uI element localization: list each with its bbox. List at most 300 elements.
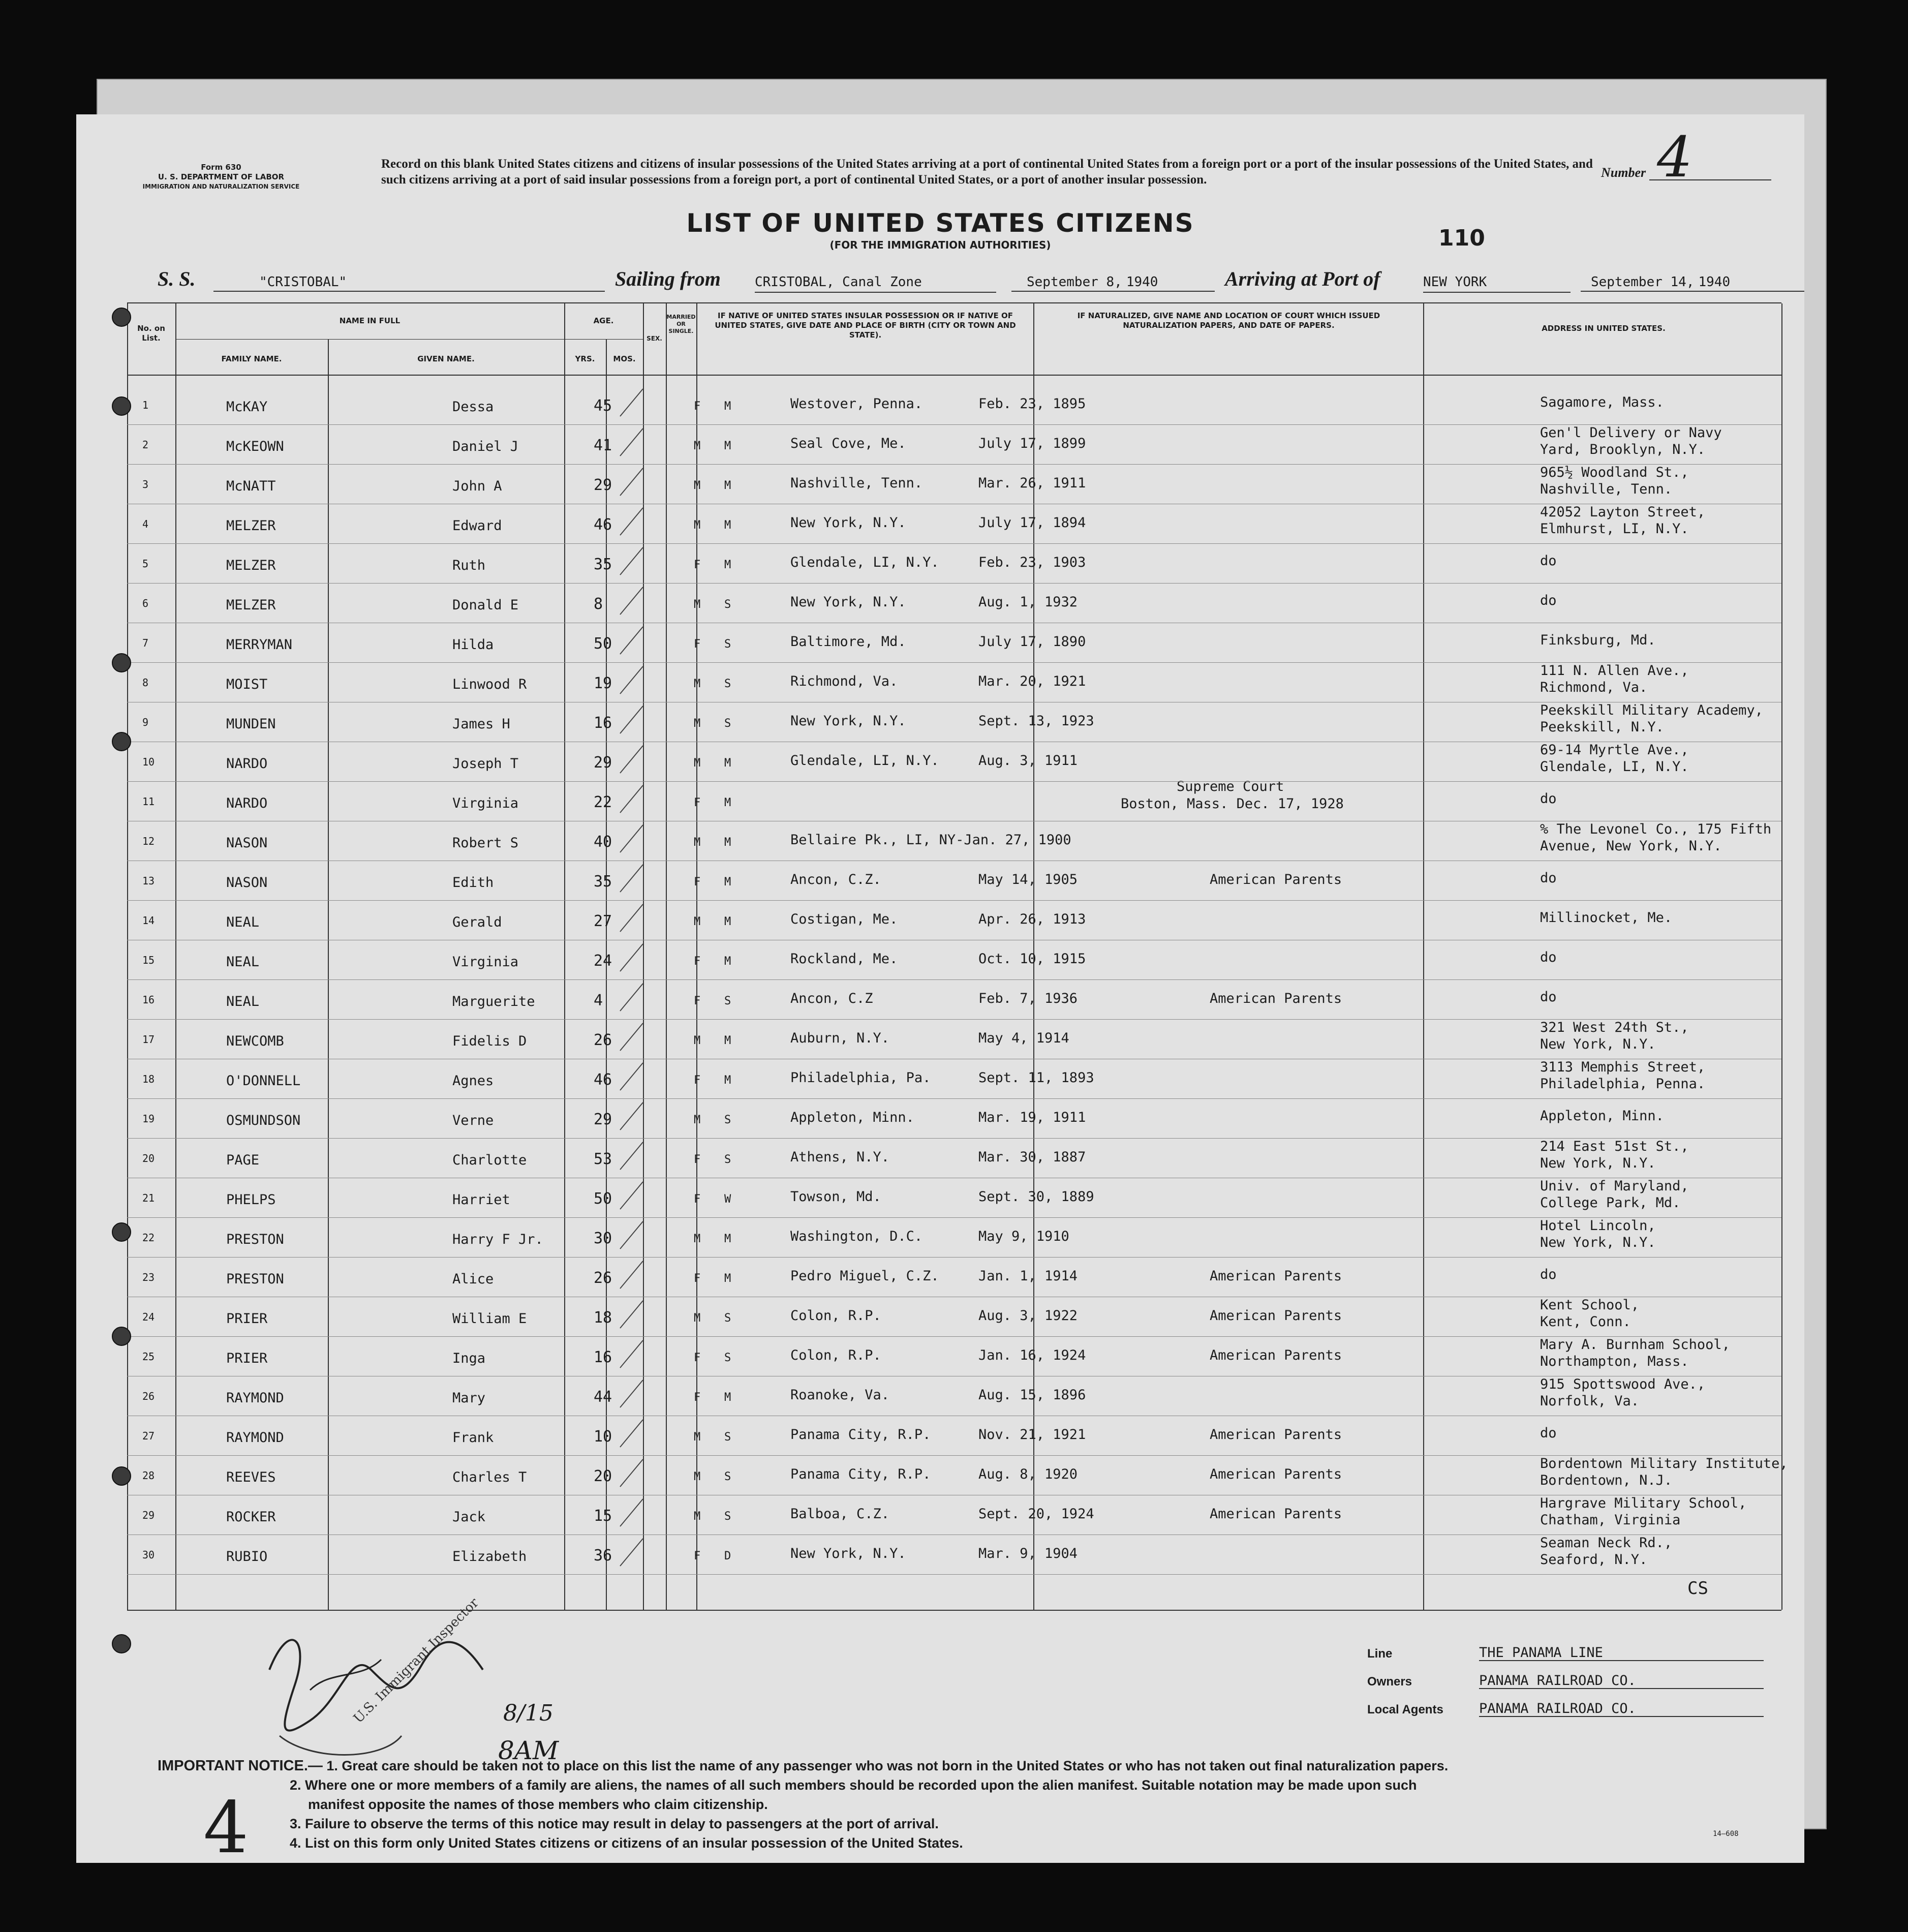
age-years: 41 <box>594 437 612 454</box>
arrival-date <box>1581 274 1804 292</box>
marital-status: M <box>724 796 731 809</box>
tick-mark-icon <box>615 979 651 1015</box>
marital-status: M <box>724 955 731 968</box>
important-notice <box>158 1756 1774 1853</box>
address-line-1: Hotel Lincoln, <box>1540 1218 1656 1234</box>
address-line-2: Chatham, Virginia <box>1540 1512 1681 1528</box>
sex: F <box>694 1193 701 1206</box>
tick-mark-icon <box>615 1535 651 1570</box>
naturalization: American Parents <box>1210 991 1342 1006</box>
address-line-1: Seaman Neck Rd., <box>1540 1535 1673 1551</box>
address-line-1: Hargrave Military School, <box>1540 1495 1747 1511</box>
birth-date: Feb. 7, 1936 <box>978 991 1078 1006</box>
birth-place: Pedro Miguel, C.Z. <box>790 1268 939 1284</box>
address-line-1: 69-14 Myrtle Ave., <box>1540 742 1689 758</box>
notice-label: IMPORTANT NOTICE.— <box>158 1758 323 1774</box>
sex: F <box>694 638 701 651</box>
marital-status: M <box>724 1391 731 1404</box>
tick-mark-icon <box>615 1495 651 1530</box>
address-line-2: Bordentown, N.J. <box>1540 1473 1673 1488</box>
age-years: 45 <box>594 397 612 415</box>
age-years: 53 <box>594 1150 612 1168</box>
sex: F <box>694 559 701 571</box>
notice-1 <box>158 1756 1774 1775</box>
tick-mark-icon <box>615 821 651 856</box>
row-number: 11 <box>142 795 155 808</box>
binder-hole <box>112 732 131 751</box>
sex: F <box>694 1153 701 1166</box>
marital-status: D <box>724 1550 731 1562</box>
table-row <box>127 1376 1781 1416</box>
birth-date: Sept. 13, 1923 <box>978 713 1094 729</box>
table-row <box>127 1336 1781 1376</box>
row-number: 24 <box>142 1311 155 1323</box>
birth-place: Glendale, LI, N.Y. <box>790 555 939 570</box>
birth-date: July 17, 1890 <box>978 634 1086 650</box>
naturalization: American Parents <box>1210 872 1342 887</box>
address-line-1: Peekskill Military Academy, <box>1540 702 1763 718</box>
binder-hole <box>112 308 131 327</box>
address-line-1: do <box>1540 1267 1557 1282</box>
sex: M <box>694 678 701 690</box>
address <box>1540 821 1771 854</box>
birth-place: Ancon, C.Z. <box>790 872 881 887</box>
address <box>1540 424 1722 458</box>
given-name: Elizabeth <box>452 1549 527 1565</box>
address-line-1: do <box>1540 593 1557 608</box>
table-row <box>127 623 1781 662</box>
col-naturalized: IF NATURALIZED, GIVE NAME AND LOCATION OF COURT WHICH ISSUED NATURALIZATION PAPERS, AND DATE OF PAPERS. <box>1077 311 1380 330</box>
age-years: 26 <box>594 1031 612 1049</box>
binder-hole <box>112 1327 131 1346</box>
given-name: John A <box>452 478 502 494</box>
address <box>1540 1336 1730 1370</box>
sex: F <box>694 876 701 888</box>
marital-status: S <box>724 1510 731 1523</box>
age-years: 50 <box>594 635 612 653</box>
sex: F <box>694 1272 701 1285</box>
address <box>1540 662 1689 696</box>
marital-status: S <box>724 598 731 611</box>
age-years: 27 <box>594 912 612 930</box>
birth-place: Towson, Md. <box>790 1189 881 1205</box>
age-years: 36 <box>594 1547 612 1565</box>
address-line-1: do <box>1540 989 1557 1005</box>
marital-status: S <box>724 1153 731 1166</box>
marital-status: S <box>724 1312 731 1325</box>
table-row <box>127 464 1781 504</box>
sailing-date-text: September 8, <box>1027 274 1122 290</box>
given-name: Mary <box>452 1390 486 1406</box>
naturalization: American Parents <box>1210 1347 1342 1363</box>
address-line-1: 965½ Woodland St., <box>1540 465 1689 480</box>
table-row <box>127 1455 1788 1495</box>
age-years: 46 <box>594 516 612 534</box>
address-line-1: 214 East 51st St., <box>1540 1139 1689 1154</box>
tick-mark-icon <box>615 543 651 579</box>
sailing-label: Sailing from <box>615 267 721 290</box>
col-family-name: FAMILY NAME. <box>221 354 282 363</box>
instructions-text: Record on this blank United States citizens and citizens of insular possessions of the United States arriving at a port of continental United States from a foreign port or a port of the insular possessions of the United States, and such citizens arriving at a port of said insular possessions from a foreign port, a port of continental United States, or a port of another insular possession. <box>381 157 1593 187</box>
inspector-stamp: U.S. Immigrant Inspector <box>351 1595 482 1727</box>
marital-status: S <box>724 995 731 1007</box>
col-married: MARRIED OR SINGLE. <box>666 314 696 334</box>
page-title: LIST OF UNITED STATES CITIZENS <box>686 208 1194 238</box>
marital-status: M <box>724 1034 731 1047</box>
given-name: Frank <box>452 1430 494 1446</box>
address-line-2: New York, N.Y. <box>1540 1036 1656 1052</box>
sex: F <box>694 995 701 1007</box>
birth-place: New York, N.Y. <box>790 1546 906 1561</box>
marital-status: M <box>724 1272 731 1285</box>
arrival-year: 1940 <box>1698 274 1731 290</box>
family-name: NEWCOMB <box>226 1033 284 1049</box>
marital-status: S <box>724 1431 731 1444</box>
birth-date: July 17, 1894 <box>978 515 1086 531</box>
row-number: 20 <box>142 1152 155 1164</box>
tick-mark-icon <box>615 1297 651 1332</box>
birth-date: Feb. 23, 1895 <box>978 396 1086 412</box>
birth-date: Apr. 26, 1913 <box>978 911 1086 927</box>
given-name: Fidelis D <box>452 1033 527 1049</box>
line-label: Line <box>1367 1647 1393 1661</box>
given-name: Robert S <box>452 835 519 851</box>
given-name: William E <box>452 1311 527 1327</box>
family-name: PAGE <box>226 1152 260 1168</box>
given-name: Alice <box>452 1271 494 1287</box>
given-name: Virginia <box>452 795 519 811</box>
family-name: NEAL <box>226 954 260 970</box>
row-number: 14 <box>142 914 155 927</box>
marital-status: M <box>724 479 731 492</box>
address-line-1: do <box>1540 553 1557 569</box>
sex: M <box>694 1470 701 1483</box>
address-line-1: Univ. of Maryland, <box>1540 1178 1689 1194</box>
handwritten-fraction: 8/15 <box>503 1700 553 1726</box>
age-years: 40 <box>594 833 612 851</box>
col-address: ADDRESS IN UNITED STATES. <box>1542 324 1666 333</box>
sex: M <box>694 1233 701 1245</box>
family-name: RAYMOND <box>226 1430 284 1446</box>
sex: M <box>694 757 701 770</box>
birth-place: Costigan, Me. <box>790 911 898 927</box>
given-name: Donald E <box>452 597 519 613</box>
given-name: Hilda <box>452 637 494 653</box>
age-years: 18 <box>594 1309 612 1327</box>
birth-place: Westover, Penna. <box>790 396 923 412</box>
family-name: MUNDEN <box>226 716 276 732</box>
birth-date: Aug. 8, 1920 <box>978 1466 1078 1482</box>
table-row <box>127 424 1781 464</box>
table-row <box>127 979 1781 1019</box>
row-number: 12 <box>142 835 155 847</box>
age-years: 29 <box>594 1111 612 1128</box>
given-name: James H <box>452 716 510 732</box>
family-name: MOIST <box>226 677 268 692</box>
address <box>1540 1495 1746 1528</box>
birth-date: Jan. 1, 1914 <box>978 1268 1078 1284</box>
address-line-1: % The Levonel Co., 175 Fifth <box>1540 821 1772 837</box>
family-name: PHELPS <box>226 1192 276 1208</box>
row-number: 17 <box>142 1033 155 1046</box>
address-line-1: do <box>1540 1425 1557 1441</box>
address-line-1: Appleton, Minn. <box>1540 1108 1664 1124</box>
family-name: PRIER <box>226 1311 268 1327</box>
age-years: 10 <box>594 1428 612 1446</box>
age-years: 16 <box>594 1348 612 1366</box>
family-name: REEVES <box>226 1469 276 1485</box>
marital-status: S <box>724 1470 731 1483</box>
age-years: 44 <box>594 1388 612 1406</box>
sex: M <box>694 717 701 730</box>
address-line-2: Peekskill, N.Y. <box>1540 719 1664 735</box>
birth-place: New York, N.Y. <box>790 515 906 531</box>
tick-mark-icon <box>615 742 651 777</box>
family-name: NASON <box>226 835 268 851</box>
family-name: NEAL <box>226 994 260 1009</box>
sex: M <box>694 479 701 492</box>
marital-status: S <box>724 638 731 651</box>
address-line-2: New York, N.Y. <box>1540 1235 1656 1250</box>
birth-place: Nashville, Tenn. <box>790 475 923 491</box>
tick-mark-icon <box>615 1178 651 1213</box>
row-number: 29 <box>142 1509 155 1521</box>
tick-mark-icon <box>615 1455 651 1491</box>
naturalization: Supreme Court Boston, Mass. Dec. 17, 1928 <box>1121 779 1344 812</box>
given-name: Virginia <box>452 954 519 970</box>
age-years: 22 <box>594 793 612 811</box>
sex: M <box>694 1034 701 1047</box>
handwritten-time: 8AM <box>498 1736 559 1765</box>
row-number: 13 <box>142 875 155 887</box>
row-number: 7 <box>142 637 149 649</box>
family-name: PRIER <box>226 1351 268 1366</box>
birth-place: Colon, R.P. <box>790 1308 881 1324</box>
naturalization: American Parents <box>1210 1308 1342 1324</box>
marital-status: M <box>724 400 731 413</box>
marital-status: S <box>724 717 731 730</box>
sex: M <box>694 1114 701 1126</box>
address <box>1540 1108 1664 1124</box>
address-line-2: Elmhurst, LI, N.Y. <box>1540 521 1689 537</box>
row-number: 30 <box>142 1549 155 1561</box>
age-years: 29 <box>594 754 612 772</box>
address <box>1540 1138 1689 1172</box>
tick-mark-icon <box>615 940 651 975</box>
tick-mark-icon <box>615 1376 651 1412</box>
row-number: 5 <box>142 558 149 570</box>
age-years: 35 <box>594 556 612 573</box>
marital-status: M <box>724 876 731 888</box>
row-number: 27 <box>142 1430 155 1442</box>
row-number: 19 <box>142 1113 155 1125</box>
arrival-date-text: September 14, <box>1591 274 1695 290</box>
marital-status: M <box>724 836 731 849</box>
birth-date: Aug. 3, 1922 <box>978 1308 1078 1324</box>
tick-mark-icon <box>615 1019 651 1055</box>
family-name: PRESTON <box>226 1271 284 1287</box>
tick-mark-icon <box>615 781 651 817</box>
sex: M <box>694 1312 701 1325</box>
birth-date: Sept. 30, 1889 <box>978 1189 1094 1205</box>
family-name: NEAL <box>226 914 260 930</box>
address <box>1540 1059 1705 1092</box>
col-birth: IF NATIVE OF UNITED STATES INSULAR POSSESSION OR IF NATIVE OF UNITED STATES, GIVE DATE AND PLACE OF BIRTH (CITY OR TOWN AND STATE). <box>715 311 1016 340</box>
tick-mark-icon <box>615 464 651 500</box>
table-row <box>127 900 1781 940</box>
given-name: Dessa <box>452 399 494 415</box>
marital-status: M <box>724 1074 731 1087</box>
address-line-2: Avenue, New York, N.Y. <box>1540 838 1722 854</box>
marital-status: M <box>724 440 731 452</box>
number-label: Number <box>1601 165 1646 180</box>
arriving-port <box>1423 274 1571 293</box>
address <box>1540 592 1557 609</box>
table-row <box>127 821 1781 861</box>
age-years: 8 <box>594 595 603 613</box>
family-name: RAYMOND <box>226 1390 284 1406</box>
sex: M <box>694 440 701 452</box>
arriving-port-text: NEW YORK <box>1423 274 1487 290</box>
family-name: MELZER <box>226 518 276 534</box>
arriving-label: Arriving at Port of <box>1225 267 1380 290</box>
birth-date: Aug. 15, 1896 <box>978 1387 1086 1403</box>
address-line-1: Mary A. Burnham School, <box>1540 1337 1730 1353</box>
sailing-from-text: CRISTOBAL, Canal Zone <box>755 274 922 290</box>
address <box>1540 553 1557 569</box>
family-name: NARDO <box>226 756 268 772</box>
table-row <box>127 742 1781 781</box>
table-row <box>127 543 1781 583</box>
family-name: RUBIO <box>226 1549 268 1565</box>
address <box>1540 1455 1788 1489</box>
table-row <box>127 1178 1781 1217</box>
sailing-year: 1940 <box>1126 274 1158 290</box>
sex: F <box>694 796 701 809</box>
naturalization: American Parents <box>1210 1268 1342 1284</box>
birth-place: Philadelphia, Pa. <box>790 1070 931 1086</box>
row-number: 26 <box>142 1390 155 1402</box>
sailing-from <box>755 274 996 293</box>
sex: M <box>694 915 701 928</box>
birth-place: New York, N.Y. <box>790 594 906 610</box>
table-row <box>127 1019 1781 1059</box>
birth-date: Sept. 20, 1924 <box>978 1506 1094 1522</box>
row-number: 23 <box>142 1271 155 1283</box>
birth-date: Mar. 26, 1911 <box>978 475 1086 491</box>
sailing-date <box>1011 274 1215 292</box>
table-row <box>127 1059 1781 1098</box>
birth-date: Mar. 9, 1904 <box>978 1546 1078 1561</box>
table-row <box>127 861 1781 900</box>
service-name: IMMIGRATION AND NATURALIZATION SERVICE <box>142 183 300 190</box>
birth-place: Colon, R.P. <box>790 1347 881 1363</box>
address <box>1540 870 1557 886</box>
table-row <box>127 385 1781 424</box>
given-name: Edward <box>452 518 502 534</box>
tick-mark-icon <box>615 702 651 738</box>
family-name: McKAY <box>226 399 268 415</box>
print-code: 14—608 <box>1713 1830 1739 1838</box>
sex: M <box>694 519 701 532</box>
address-line-1: 915 Spottswood Ave., <box>1540 1376 1706 1392</box>
address <box>1540 1217 1656 1251</box>
birth-place: Washington, D.C. <box>790 1229 923 1244</box>
address <box>1540 632 1656 649</box>
row-number: 15 <box>142 954 155 966</box>
given-name: Jack <box>452 1509 486 1525</box>
tick-mark-icon <box>615 1098 651 1134</box>
birth-date: Jan. 16, 1924 <box>978 1347 1086 1363</box>
address-line-2: Philadelphia, Penna. <box>1540 1076 1706 1092</box>
given-name: Charlotte <box>452 1152 527 1168</box>
family-name: PRESTON <box>226 1232 284 1247</box>
notice-3: 3. Failure to observe the terms of this notice may result in delay to passengers at the port of arrival. <box>290 1816 939 1831</box>
birth-date: Aug. 3, 1911 <box>978 753 1078 769</box>
bottom-page-number: 4 <box>203 1787 249 1869</box>
marital-status: M <box>724 519 731 532</box>
birth-place: Panama City, R.P. <box>790 1427 931 1443</box>
address <box>1540 1266 1557 1283</box>
row-number: 3 <box>142 478 149 490</box>
table-row <box>127 1416 1781 1455</box>
given-name: Charles T <box>452 1469 527 1485</box>
owners-label: Owners <box>1367 1675 1412 1689</box>
given-name: Daniel J <box>452 439 519 454</box>
birth-date: May 4, 1914 <box>978 1030 1069 1046</box>
birth-date: Feb. 23, 1903 <box>978 555 1086 570</box>
table-row <box>127 1138 1781 1178</box>
table-row <box>127 1257 1781 1297</box>
naturalization: American Parents <box>1210 1427 1342 1443</box>
tick-mark-icon <box>615 424 651 460</box>
marital-status: S <box>724 1352 731 1364</box>
age-years: 29 <box>594 476 612 494</box>
address <box>1540 702 1763 735</box>
owners-value: PANAMA RAILROAD CO. <box>1479 1673 1764 1689</box>
sex: F <box>694 1352 701 1364</box>
page-subtitle: (FOR THE IMMIGRATION AUTHORITIES) <box>829 239 1051 251</box>
col-given-name: GIVEN NAME. <box>417 354 475 363</box>
birth-place: Panama City, R.P. <box>790 1466 931 1482</box>
row-number: 6 <box>142 597 149 609</box>
address-line-2: Glendale, LI, N.Y. <box>1540 759 1689 775</box>
tick-mark-icon <box>615 1416 651 1451</box>
marital-status: M <box>724 1233 731 1245</box>
family-name: OSMUNDSON <box>226 1113 301 1128</box>
stamp-number: 110 <box>1438 225 1485 251</box>
address-line-1: Gen'l Delivery or Navy <box>1540 425 1722 441</box>
sex: M <box>694 1431 701 1444</box>
birth-date: May 9, 1910 <box>978 1229 1069 1244</box>
address-line-2: Northampton, Mass. <box>1540 1354 1689 1369</box>
address <box>1540 394 1664 411</box>
given-name: Ruth <box>452 558 486 573</box>
department-header <box>127 163 315 192</box>
notice-2b: manifest opposite the names of those members who claim citizenship. <box>308 1797 768 1812</box>
given-name: Marguerite <box>452 994 535 1009</box>
given-name: Harriet <box>452 1192 510 1208</box>
table-row <box>127 1217 1781 1257</box>
marital-status: S <box>724 678 731 690</box>
birth-place: Athens, N.Y. <box>790 1149 890 1165</box>
family-name: MERRYMAN <box>226 637 293 653</box>
address <box>1540 1178 1689 1211</box>
table-row <box>127 1297 1781 1336</box>
row-number: 9 <box>142 716 149 728</box>
binder-hole <box>112 1466 131 1486</box>
agents-value: PANAMA RAILROAD CO. <box>1479 1701 1764 1717</box>
